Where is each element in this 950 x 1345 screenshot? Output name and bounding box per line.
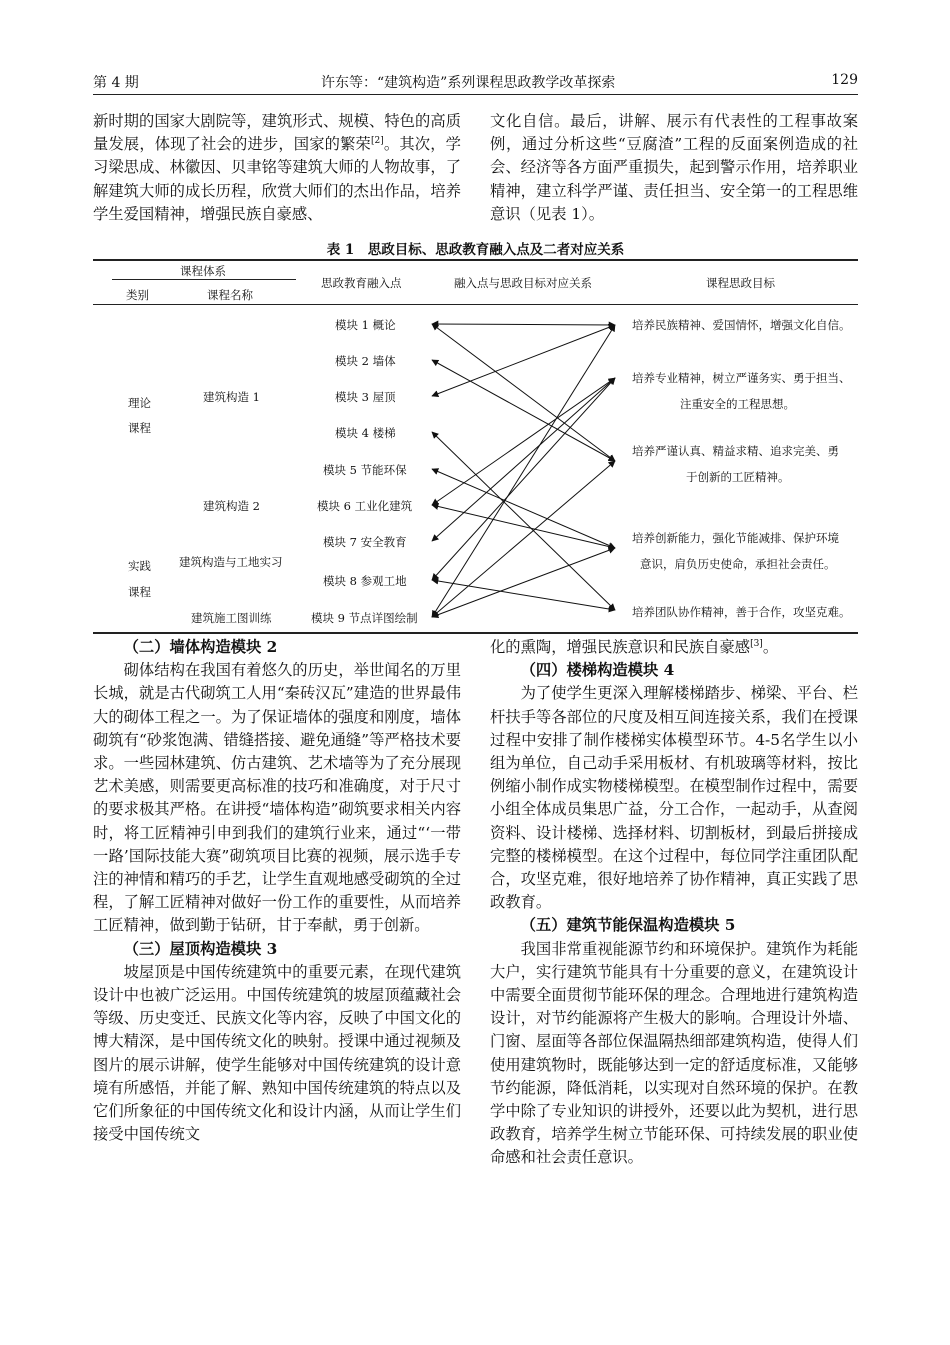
relation-line-8 [432,505,615,548]
section-roof-paragraph: 坡屋顶是中国传统建筑中的重要元素，在现代建筑设计中也被广泛运用。中国传统建筑的坡屋顶蕴藏社会等级、历史变迁、民族文化等内容，反映了中国文化的博大精深，是中国传统文化的映射。授课中通过视频及图片的展示讲解，使学生能够对中国传统建筑的设计意境有所感悟，并能了解、熟知中国传统建筑的特点以及它们所象征的中国传统文化和设计内涵，从而让学生们接受中国传统文 [93,962,461,1144]
section-roof-heading: （三）屋顶构造模块 3 [123,939,278,958]
course-1: 建筑构造 1 [203,390,260,404]
running-title: 许东等：“建筑构造”系列课程思政教学改革探索 [321,75,616,91]
relation-line-6 [432,469,615,548]
relation-line-11 [432,580,615,610]
relation-line-10 [432,378,615,580]
point-module-8: 模块 8 参观工地 [323,574,407,588]
relation-line-1 [432,324,615,325]
top-right-paragraph: 文化自信。最后，讲解、展示有代表性的工程事故案例，通过分析这些“豆腐渣”工程的反面案例造成的社会、经济等各方面严重损失，起到警示作用，培养职业精神，建立科学严谨、责任担当、安全第一的工程思维意识（见表 1）。 [490,112,858,223]
roof-paragraph-continued: 化的熏陶，增强民族意识和民族自豪感[3]。 [490,638,779,656]
category-practice-line1: 实践 [128,559,151,573]
goal-4: 培养创新能力，强化节能减排、保护环境 意识，肩负历史使命，承担社会责任。 [632,531,839,571]
header-course-name: 课程名称 [207,288,253,302]
header-category: 类别 [126,288,149,302]
relation-line-2 [432,324,615,461]
point-module-3: 模块 3 屋顶 [335,390,396,404]
relation-line-9 [432,378,615,541]
course-2: 建筑构造 2 [203,499,260,513]
relation-arrows [0,0,950,650]
issue-number: 第 4 期 [93,75,139,91]
relation-line-7 [432,378,615,505]
point-module-5: 模块 5 节能环保 [323,463,407,477]
page-number: 129 [831,72,858,88]
point-module-2: 模块 2 墙体 [335,354,396,368]
goal-2: 培养专业精神，树立严谨务实、勇于担当、 注重安全的工程思想。 [632,371,851,411]
header-system: 课程体系 [180,264,226,278]
section-wall-paragraph: 砌体结构在我国有着悠久的历史，举世闻名的万里长城，就是古代砌筑工人用“秦砖汉瓦”建造的世界最伟大的砌体工程之一。为了保证墙体的强度和刚度，墙体砌筑有“砂浆饱满、错缝搭接、避免通缝”等严格技术要求。一些园林建筑、仿古建筑、艺术墙等为了充分展现艺术美感，则需要更高标准的技巧和准确度，对于尺寸的要求极其严格。在讲授“墙体构造”砌筑要求相关内容时，将工匠精神引申到我们的建筑行业来，通过“‘一带一路’国际技能大赛”砌筑项目比赛的视频，展示选手专注的神情和精巧的手艺，让学生直观地感受砌筑的全过程，了解工匠精神对做好一份工作的重要性，从而培养工匠精神，做到勤于钻研，甘于奉献，勇于创新。 [93,661,461,935]
citation-2: [2] [371,136,384,147]
point-module-1: 模块 1 概论 [335,318,396,332]
citation-3: [3] [750,638,763,649]
relation-line-14 [432,325,615,617]
section-stair-heading: （四）楼梯构造模块 4 [520,661,675,680]
category-theory-line1: 理论 [128,396,151,410]
top-left-paragraph: 新时期的国家大剧院等，建筑形式、规模、特色的高质量发展，体现了社会的进步，国家的繁荣[2]。其次，学习梁思成、林徽因、贝聿铭等建筑大师的人物故事，了解建筑大师的成长历程，欣赏大师们的杰出作品，培养学生爱国精神，增强民族自豪感、 [93,112,461,223]
goal-1: 培养民族精神、爱国情怀，增强文化自信。 [632,318,851,332]
relation-line-13 [432,548,615,617]
point-module-7: 模块 7 安全教育 [323,535,407,549]
header-points: 思政教育融入点 [321,276,402,290]
relation-line-5 [432,432,615,610]
table-title: 表 1 思政目标、思政教育融入点及二者对应关系 [326,242,625,258]
goal-5: 培养团队协作精神，善于合作，攻坚克难。 [632,605,851,619]
relation-line-12 [432,461,615,617]
point-module-9: 模块 9 节点详图绘制 [311,611,418,625]
goal-3: 培养严谨认真、精益求精、追求完美、勇 于创新的工匠精神。 [632,444,839,484]
bottom-right-column [490,636,858,1170]
section-energy-heading: （五）建筑节能保温构造模块 5 [520,916,736,935]
category-practice-line2: 课程 [128,585,151,599]
point-module-4: 模块 4 楼梯 [335,426,396,440]
course-3: 建筑构造与工地实习 [179,555,283,569]
section-energy-paragraph: 我国非常重视能源节约和环境保护。建筑作为耗能大户，实行建筑节能具有十分重要的意义，在建筑设计中需要全面贯彻节能环保的理念。合理地进行建筑构造设计，对节约能源将产生极大的影响。合理设计外墙、门窗、屋面等各部位保温隔热细部建筑构造，使得人们使用建筑物时，既能够达到一定的舒适度标准，又能够节约能源，降低消耗，以实现对自然环境的保护。在教学中除了专业知识的讲授外，还要以此为契机，进行思政教育，培养学生树立节能环保、可持续发展的职业使命感和社会责任意识。 [490,939,858,1167]
point-module-6: 模块 6 工业化建筑 [317,499,413,513]
header-goals: 课程思政目标 [706,276,775,290]
category-theory-line2: 课程 [128,421,151,435]
course-4: 建筑施工图训练 [191,611,272,625]
relation-line-4 [432,325,615,396]
bottom-left-column [93,636,461,1146]
mapping-table [0,0,950,650]
section-wall-heading: （二）墙体构造模块 2 [123,638,278,656]
header-relation: 融入点与思政目标对应关系 [454,276,592,290]
section-stair-paragraph: 为了使学生更深入理解楼梯踏步、梯梁、平台、栏杆扶手等各部位的尺度及相互间连接关系，我们在授课过程中安排了制作楼梯实体模型环节。4-5名学生以小组为单位，自己动手采用板材、有机玻璃等材料，按比例缩小制作成实物楼梯模型。在模型制作过程中，需要小组全体成员集思广益，分工合作，一起动手，从查阅资料、设计楼梯、选择材料、切割板材，到最后拼接成完整的楼梯模型。在这个过程中，每位同学注重团队配合，攻坚克难，很好地培养了协作精神，真正实践了思政教育。 [490,684,858,912]
relation-line-3 [432,360,615,461]
